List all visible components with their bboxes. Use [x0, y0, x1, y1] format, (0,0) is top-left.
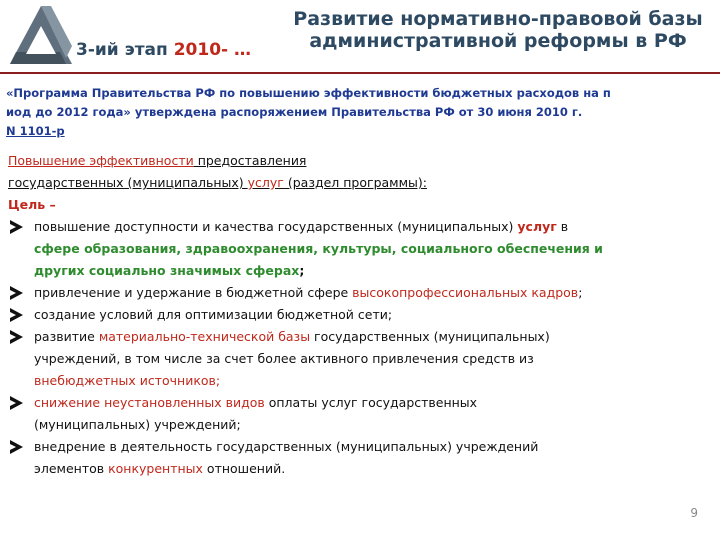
b5-a: оплаты услуг государственных [264, 395, 478, 410]
b6-line2a: элементов [34, 461, 109, 476]
arrow-bullet-icon [10, 330, 23, 344]
b1-green-2: других социально значимых сферах [34, 263, 300, 278]
arrow-bullet-icon [10, 286, 23, 300]
b4-red: материально-технической базы [98, 329, 311, 344]
program-line-3: N 1101-р [6, 124, 65, 138]
program-line-2: иод до 2012 года» утверждена распоряжением Правительства РФ от 30 июня 2010 г. [6, 105, 583, 119]
title-line-2: административной реформы в РФ [309, 30, 687, 52]
b4-b: государственных (муниципальных) [310, 329, 550, 344]
b1-semicolon: ; [299, 263, 305, 278]
arrow-bullet-icon [10, 220, 23, 234]
b5-red: снижение неустановленных видов [34, 395, 265, 410]
arrow-bullet-icon [10, 440, 23, 454]
list-item [8, 392, 708, 436]
impossible-triangle-icon [8, 4, 74, 68]
b1-green-1: сфере образования, здравоохранения, культуры, социального обеспечения и [34, 241, 603, 256]
b1-b: в [556, 219, 569, 234]
stage-prefix: 3-ий этап [76, 40, 168, 60]
program-line-1: «Программа Правительства РФ по повышению эффективности бюджетных расходов на п [6, 86, 611, 100]
intro-line-1 [8, 150, 708, 172]
b2-b: ; [578, 285, 583, 300]
b6-red: конкурентных [108, 461, 203, 476]
list-item [8, 436, 708, 480]
b1-a: повышение доступности и качества государственных (муниципальных) [34, 219, 518, 234]
b6-a: внедрение в деятельность государственных (муниципальных) учреждений [34, 439, 539, 454]
program-reference [6, 84, 720, 141]
b4-a: развитие [34, 329, 99, 344]
intro-line-2 [8, 172, 708, 194]
list-item [8, 282, 708, 304]
arrow-bullet-icon [10, 308, 23, 322]
intro2-b: (раздел программы): [283, 175, 427, 190]
page-title [278, 8, 718, 52]
b4-line-2: учреждений, в том числе за счет более активного привлечения средств из [34, 351, 534, 366]
goal-label: Цель – [8, 197, 56, 212]
list-item [8, 216, 708, 282]
stage-label [76, 40, 251, 60]
b1-red: услуг [517, 219, 557, 234]
slide-content [8, 150, 708, 480]
b6-line2b: отношений. [202, 461, 286, 476]
b3: создание условий для оптимизации бюджетной сети; [34, 307, 393, 322]
intro-rest: предоставления [193, 153, 307, 168]
b4-red-2: внебюджетных источников; [34, 373, 221, 388]
b2-red: высокопрофессиональных кадров [352, 285, 579, 300]
b5-line-2: (муниципальных) учреждений; [34, 417, 241, 432]
intro-red: Повышение эффективности [8, 153, 194, 168]
page-number: 9 [690, 506, 698, 520]
title-line-1: Развитие нормативно-правовой базы [293, 8, 703, 30]
intro2-red: услуг [247, 175, 284, 190]
b2-a: привлечение и удержание в бюджетной сфере [34, 285, 353, 300]
intro2-a: государственных (муниципальных) [8, 175, 248, 190]
stage-year: 2010- … [173, 40, 251, 60]
list-item [8, 326, 708, 392]
arrow-bullet-icon [10, 396, 23, 410]
list-item [8, 304, 708, 326]
header-divider [0, 72, 720, 74]
